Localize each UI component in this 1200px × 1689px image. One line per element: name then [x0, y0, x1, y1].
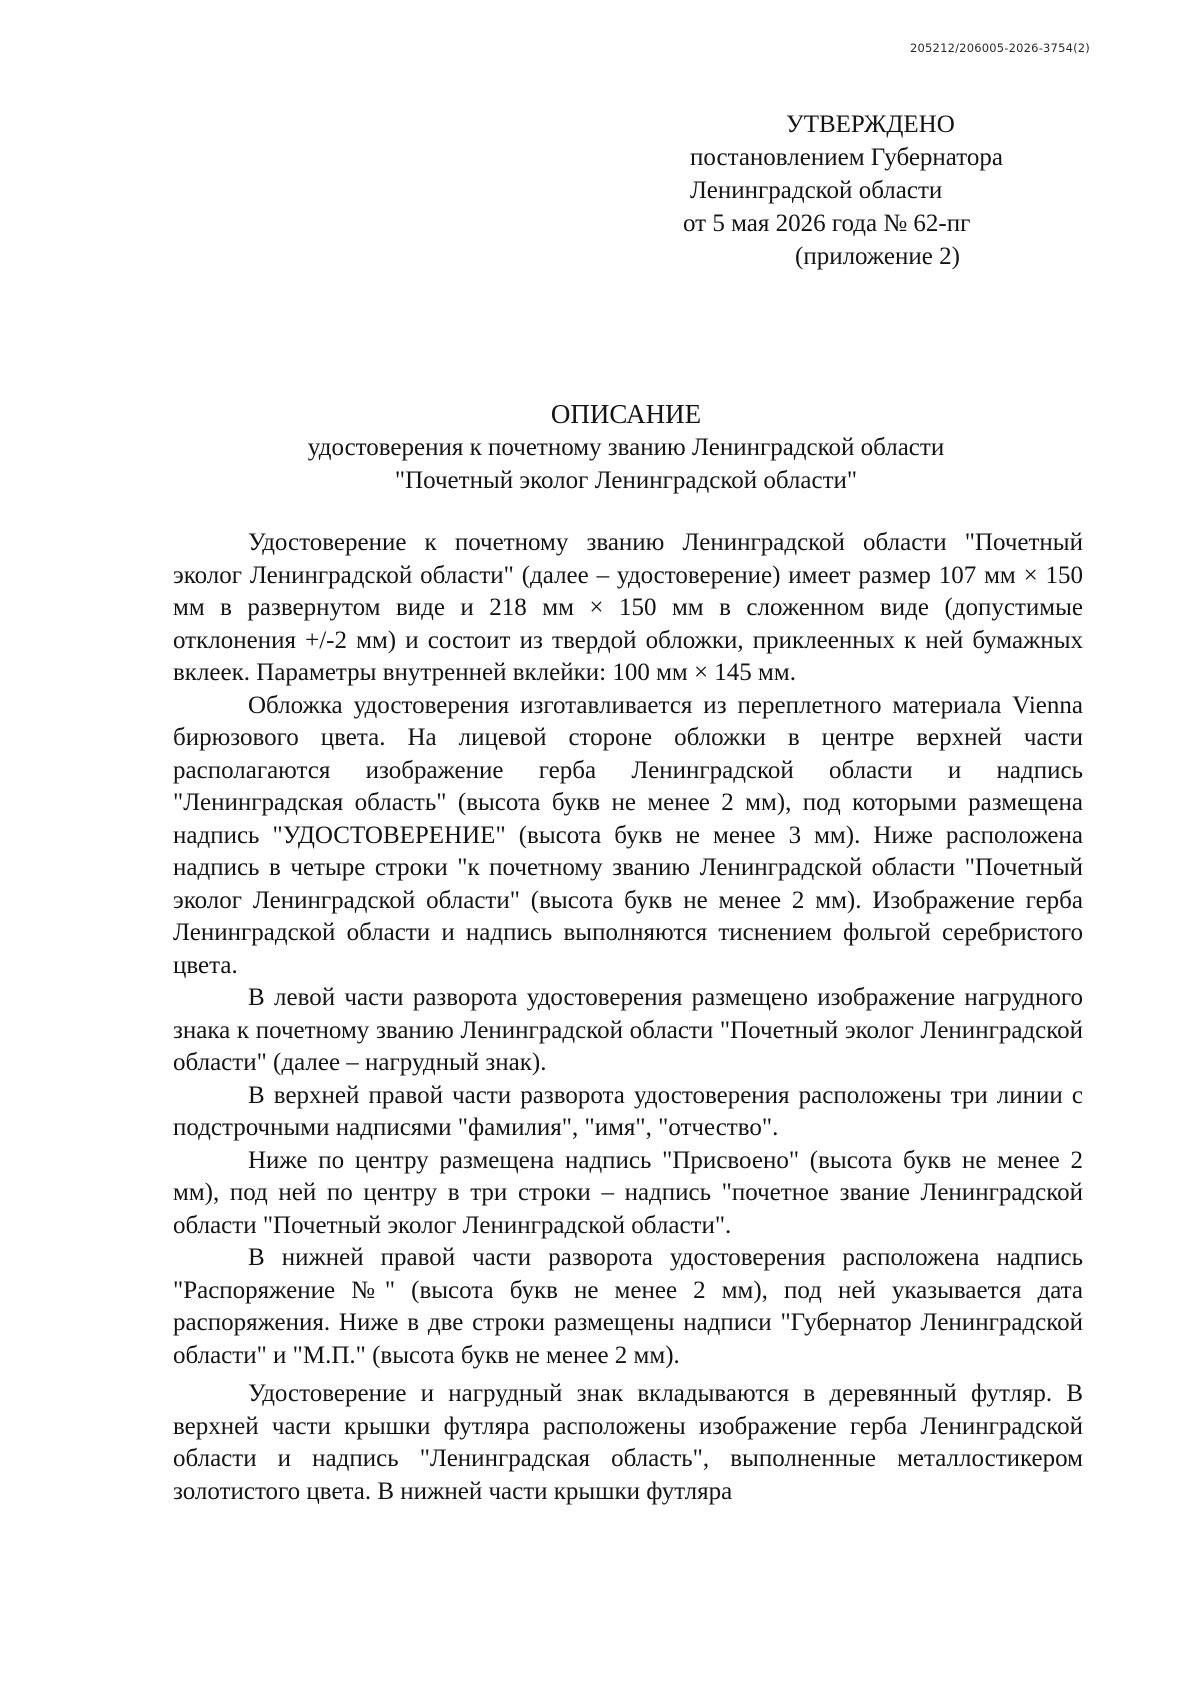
document-heading: [170, 398, 1082, 497]
paragraph: В верхней правой части разворота удостоверения расположены три линии с подстрочными надписями "фамилия", "имя", "отчество".: [173, 1081, 1083, 1141]
paragraph: Удостоверение и нагрудный знак вкладываются в деревянный футляр. В верхней части крышки футляра расположены изображение герба Ленинградской области и надпись "Ленинградская область", выполненные металлостикером золотистого цвета. В нижней части крышки футляра: [173, 1380, 1083, 1505]
document-body: [173, 527, 1083, 1508]
approval-title: УТВЕРЖДЕНО: [786, 111, 955, 138]
document-title: ОПИСАНИЕ: [550, 399, 702, 429]
approval-region: Ленинградской области: [690, 177, 943, 204]
document-subtitle-line1: удостоверения к почетному званию Ленинградской области: [307, 434, 945, 461]
paragraph: В нижней правой части разворота удостоверения расположена надпись "Распоряжение №" (высота букв не менее 2 мм), под ней указывается дата распоряжения. Ниже в две строки размещены надписи "Губернатор Ленинградской области" и "М.П." (высота букв не менее 2 мм).: [173, 1244, 1083, 1369]
approval-date-number: от 5 мая 2026 года № 62-пг: [683, 210, 971, 237]
approval-block: [683, 108, 1070, 273]
paragraph: Обложка удостоверения изготавливается из переплетного материала Vienna бирюзового цвета. На лицевой стороне обложки в центре верхней части располагаются изображение герба Ленинградской области и надпись "Ленинградская область" (высота букв не менее 2 мм), под которыми размещена надпись "УДОСТОВЕРЕНИЕ" (высота букв не менее 3 мм). Ниже расположена надпись в четыре строки "к почетному званию Ленинградской области "Почетный эколог Ленинградской области" (высота букв не менее 2 мм). Изображение герба Ленинградской области и надпись выполняются тиснением фольгой серебристого цвета.: [173, 691, 1083, 979]
document-id: 205212/206005-2026-3754(2): [910, 41, 1090, 55]
document-subtitle-line2: "Почетный эколог Ленинградской области": [394, 467, 858, 494]
paragraph: Ниже по центру размещена надпись "Присвоено" (высота букв не менее 2 мм), под ней по центру в три строки – надпись "почетное звание Ленинградской области "Почетный эколог Ленинградской области".: [173, 1146, 1083, 1239]
paragraph: В левой части разворота удостоверения размещено изображение нагрудного знака к почетному званию Ленинградской области "Почетный эколог Ленинградской области" (далее – нагрудный знак).: [173, 984, 1083, 1076]
approval-issuer: постановлением Губернатора: [690, 144, 1003, 171]
paragraph: Удостоверение к почетному званию Ленинградской области "Почетный эколог Ленинградской области" (далее – удостоверение) имеет размер 107 мм × 150 мм в развернутом виде и 218 мм × 150 мм в сложенном виде (допустимые отклонения +/-2 мм) и состоит из твердой обложки, приклеенных к ней бумажных вклеек. Параметры внутренней вклейки: 100 мм × 145 мм.: [173, 529, 1083, 686]
approval-appendix: (приложение 2): [795, 243, 960, 270]
